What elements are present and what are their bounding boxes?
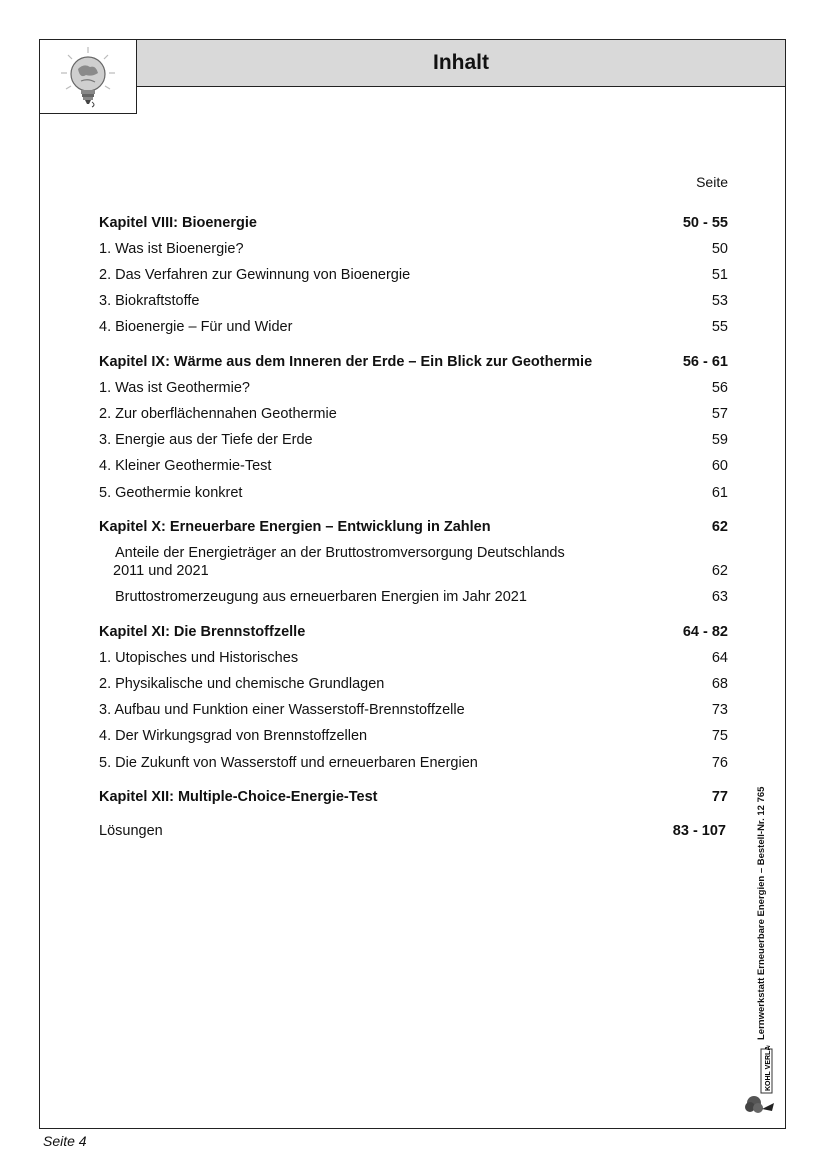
toc-item[interactable]: 3. Aufbau und Funktion einer Wasserstoff-Brennstoffzelle 73 — [99, 702, 728, 718]
toc-item[interactable]: 1. Was ist Bioenergie? 50 — [99, 241, 728, 257]
lightbulb-icon — [58, 45, 118, 109]
page-title: Inhalt — [433, 51, 489, 74]
toc-item[interactable]: Bruttostromerzeugung aus erneuerbaren Energien im Jahr 2021 63 — [115, 589, 728, 605]
page-frame — [39, 39, 786, 1129]
toc-item[interactable]: 4. Bioenergie – Für und Wider 55 — [99, 319, 728, 335]
side-order-text: Lernwerkstatt Erneuerbare Energien – Bestell-Nr. 12 765 — [756, 786, 767, 1040]
toc-chapter[interactable]: Kapitel XII: Multiple-Choice-Energie-Test 77 — [99, 789, 728, 805]
publisher-name: KOHL VERLAG — [765, 1045, 772, 1091]
toc-item[interactable]: 5. Die Zukunft von Wasserstoff und erneuerbaren Energien 76 — [99, 755, 728, 771]
toc-item[interactable]: 1. Utopisches und Historisches 64 — [99, 650, 728, 666]
toc-item[interactable]: Anteile der Energieträger an der Bruttostromversorgung Deutschlands 2011 und 2021 62 — [113, 545, 728, 579]
publisher-logo — [744, 1045, 778, 1115]
toc-item[interactable]: 5. Geothermie konkret 61 — [99, 485, 728, 501]
toc-item[interactable]: 2. Physikalische und chemische Grundlagen 68 — [99, 676, 728, 692]
toc-chapter[interactable]: Kapitel XI: Die Brennstoffzelle 64 - 82 — [99, 624, 728, 640]
toc-chapter[interactable]: Kapitel X: Erneuerbare Energien – Entwicklung in Zahlen 62 — [99, 519, 728, 535]
toc-chapter[interactable]: Kapitel IX: Wärme aus dem Inneren der Erde – Ein Blick zur Geothermie 56 - 61 — [99, 354, 728, 370]
toc-item[interactable]: 2. Zur oberflächennahen Geothermie 57 — [99, 406, 728, 422]
toc-item[interactable]: 4. Der Wirkungsgrad von Brennstoffzellen 75 — [99, 728, 728, 744]
logo-box — [40, 40, 137, 114]
toc-item-solutions[interactable]: Lösungen 83 - 107 — [99, 823, 726, 839]
tree-icon — [744, 1045, 778, 1115]
title-bar — [137, 40, 785, 87]
toc-item[interactable]: 4. Kleiner Geothermie-Test 60 — [99, 458, 728, 474]
toc-item[interactable]: 3. Biokraftstoffe 53 — [99, 293, 728, 309]
seite-column-label: Seite — [696, 174, 728, 190]
toc-item[interactable]: 1. Was ist Geothermie? 56 — [99, 380, 728, 396]
toc-item[interactable]: 3. Energie aus der Tiefe der Erde 59 — [99, 432, 728, 448]
toc-chapter[interactable]: Kapitel VIII: Bioenergie 50 - 55 — [99, 215, 728, 231]
toc-item[interactable]: 2. Das Verfahren zur Gewinnung von Bioenergie 51 — [99, 267, 728, 283]
page-number: Seite 4 — [43, 1133, 87, 1149]
